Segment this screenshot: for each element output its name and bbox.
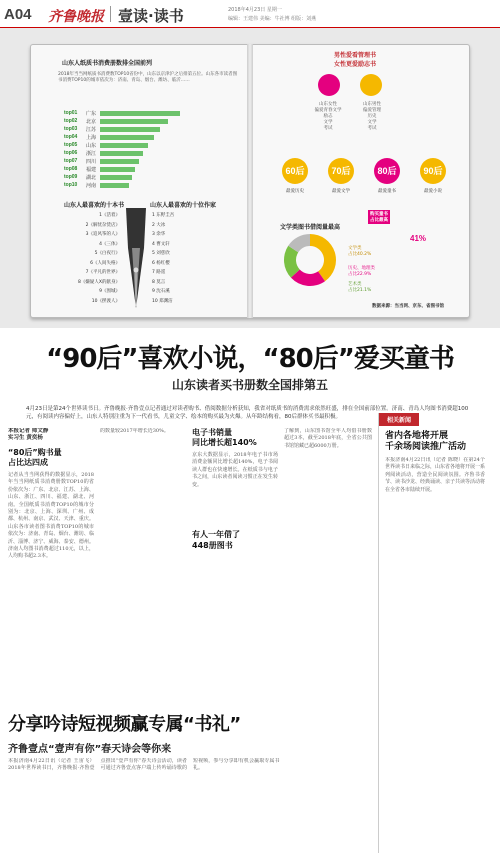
pct-41: 41% [410,234,427,243]
book-list-item: 6《人间失格》 [90,260,120,266]
province-bar [100,159,139,164]
male-avatar-icon [360,74,382,96]
province-bar [100,127,160,132]
bar-label: 江苏 [86,127,97,133]
bar-rank: top04 [64,134,78,140]
province-bar [100,111,180,116]
masthead-divider [110,6,111,22]
bar-label: 浙江 [86,151,97,157]
province-bar-row [64,110,184,117]
bar-label: 湖北 [86,175,97,181]
book-list-item: 8《嫌疑人X的献身》 [78,279,120,285]
left-page-title: 山东人纸质书消费册数排全国前列 [62,60,153,67]
donut-title: 文学类图书借阅量最高 [280,224,341,231]
author-list-item: 1 东野圭吾 [152,213,175,218]
province-bar-row [64,158,184,165]
generation-circle: 60后 [282,158,308,184]
column-4 [284,428,372,698]
bar-rank: top05 [64,142,78,148]
book-spine [247,44,253,318]
province-bar-row [64,150,184,157]
bar-rank: top01 [64,110,78,116]
bar-rank: top06 [64,150,78,156]
column-2 [100,428,186,698]
province-bar-row [64,142,184,149]
generation-circle: 90后 [420,158,446,184]
province-bar-row [64,182,184,189]
author-list-item: 10 郑渊洁 [152,298,173,304]
book-list-item: 2《解忧杂货店》 [85,222,120,228]
editor-credits: 编辑：王建伟 美编：牛社博 组版：刘燕 [228,16,317,22]
books-title: 山东人最喜欢的十本书 [64,202,125,209]
male-preferences: 山东男性 偏爱管理 历史 文学 考试 [363,102,381,131]
fountain-pen-icon [118,208,154,312]
related-news-body: 本报济南4月22日讯（记者 陈晓）在第24个世界读书日来临之际，山东省各地将开展一系列阅读活动，营造全民阅读氛围。齐鲁书香节、读书沙龙、经典诵读、亲子共读等活动将在全省各市陆续开展。 [385,457,485,493]
donut-label-literature: 文学类 [348,246,362,251]
column-3-heading: 电子书销量 同比增长超140% [192,428,257,447]
author-list-item: 4 曹文轩 [152,241,170,247]
page-number: A04 [4,6,32,23]
bar-rank: top08 [64,166,78,172]
column-1-heading: “80后”购书量 占比达四成 [8,448,62,467]
bar-label: 北京 [86,119,97,125]
female-preferences: 山东女性 偏爱青春文学 励志 文学 考试 [314,102,342,131]
book-list-item: 3《追风筝的人》 [85,232,120,237]
section-title: 壹读·读书 [118,7,184,25]
bar-label: 广东 [86,111,97,117]
lead-paragraph: 4月23日是第24个世界读书日。齐鲁晚报·齐鲁壹点记者通过对读者购书、借阅数据分析获知，我省对纸质书的消费需求依然旺盛，排在全国前部位置。济南、青岛人均图书消费超100元，有阅读内容偏好上，山东人特别注重为下一代看书，儿童文学、绘本的购买最为火爆。从年龄结构看，80后群体买书最积极。 [26,406,469,420]
donut-label-history: 历史、地理类 [348,266,375,271]
gender-title: 男性爱看管理书 女性更爱励志书 [334,52,377,68]
book-list-item: 1《活着》 [99,213,120,218]
generation-caption: 最爱童书 [378,189,396,194]
related-news-tab: 相关新闻 [379,413,419,426]
province-bar-row [64,118,184,125]
province-bar-row [64,134,184,141]
masthead [0,0,500,28]
second-subheadline: 齐鲁壹点“壹声有你”春天诗会等你来 [8,744,172,755]
generation-circles [278,158,458,208]
library-borrowing-note: 有人一年借了 448册图书 [192,530,240,551]
book-list-item: 9《围城》 [99,289,120,294]
author-list-item: 2 大冰 [152,222,166,228]
generation-circle: 70后 [328,158,354,184]
province-bar [100,167,135,172]
province-bar [100,119,168,124]
data-source: 数据来源：当当网、京东、省图书馆 [372,304,444,309]
main-headline: “90后”喜欢小说，“80后”爱买童书 [46,344,454,374]
author-list-item: 6 杨红樱 [152,260,170,266]
bar-rank: top03 [64,126,78,132]
related-news-title: 省内各地将开展 千余场阅读推广活动 [385,431,467,452]
column-1-body: 记者从当当网获得的数据显示，2018年当当网纸质书消费册数TOP10的省份依次为：广东、北京、江苏、上海、山东、浙江、四川、福建、湖北、河南。全国纸质书消费TOP10的城市分别为：北京、上海、深圳、广州、成都、杭州、南京、武汉、天津、重庆。山东各市读者图书消费TOP10的城市依次为：济南、青岛、烟台、潍坊、临沂、淄博、济宁、威海、泰安、德州。济南人均图书消费超过110元，以上，人均购书超2.3本。 [8,472,94,560]
generation-caption: 最爱文学 [332,189,350,194]
book-list-item: 5《白夜行》 [94,251,120,256]
borrowing-donut-chart [280,230,340,290]
related-news-sidebar [378,413,488,853]
province-bar [100,135,154,140]
province-bar [100,143,148,148]
second-article-body: 本报济南4月22日讯（记者 王宙飞）2018年世界读书日，齐鲁晚报·齐鲁壹点推出“壹声有你”春天诗会活动，读者可通过齐鲁壹点客户端上传吟诵诗歌的短视频，参与分享即有机会赢取专属书礼。 [8,758,280,772]
province-bar-row [64,126,184,133]
main-subheadline: 山东读者买书册数全国排第五 [171,378,328,392]
generation-caption: 最爱历史 [286,189,304,194]
bar-rank: top07 [64,158,78,164]
bar-rank: top02 [64,118,78,124]
second-headline: 分享吟诗短视频赢专属“书礼” [8,714,241,735]
column-1 [8,428,94,698]
author-list-item: 5 刘慈欣 [152,251,170,256]
column-4-body: 了解到，山东图书馆全年人均借书册数超过3本，截至2018年底，全省公共图书馆馆藏已超6000万册。 [284,428,372,449]
province-bar [100,183,129,188]
bar-label: 上海 [86,135,97,141]
left-page-intro: 2018年当当网纸质书消费数TOP10省份中，山东以京津沪之后排第五位。山东各市读者图书消费TOP10的城市依次为：济南、青岛、烟台、潍坊、临沂…… [58,72,238,83]
book-list-item: 10《摆渡人》 [91,298,120,304]
column-2-body: 的数量较2017年增长近30%。 [100,428,169,434]
column-3 [192,428,278,698]
newspaper-logo: 齐鲁晚报 [48,9,104,25]
province-bar [100,175,132,180]
bar-label: 河南 [86,183,97,189]
authors-title: 山东人最喜欢的十位作家 [150,202,217,209]
bar-rank: top10 [64,182,78,188]
issue-date: 2018年4月23日 星期一 [228,7,282,13]
book-list-item: 7《平凡的世界》 [85,270,120,275]
book-list-item: 4《三体》 [99,241,120,247]
donut-value-art: 占比21.1% [348,288,372,293]
female-avatar-icon [318,74,340,96]
donut-value-history: 占比22.9% [348,272,372,277]
column-3-body: 京东大数据显示，2018年电子书市场消费金额同比增长超140%，电子书阅读人群也在快速增长。在纸质书与电子书之间，山东读者阅读习惯正在发生转变。 [192,452,278,488]
province-bar [100,151,143,156]
donut-value-literature: 占比40.2% [348,252,372,257]
province-bar-row [64,166,184,173]
province-bar-row [64,174,184,181]
byline: 本报记者 师文静 实习生 黄奕杨 [8,428,49,441]
author-list-item: 9 沈石溪 [152,289,170,294]
bar-label: 山东 [86,143,97,149]
bar-label: 四川 [86,159,97,165]
generation-caption: 最爱小说 [424,189,442,194]
bar-rank: top09 [64,174,78,180]
author-list-item: 7 路遥 [152,270,166,275]
province-bar-chart [64,110,184,190]
author-list-item: 3 余华 [152,232,166,237]
donut-label-art: 艺术类 [348,282,362,287]
generation-circle: 80后 [374,158,400,184]
author-list-item: 8 莫言 [152,279,166,285]
bar-label: 福建 [86,167,97,173]
tag-80s-childrens-books: 购买童书 占比最高 [370,212,388,223]
